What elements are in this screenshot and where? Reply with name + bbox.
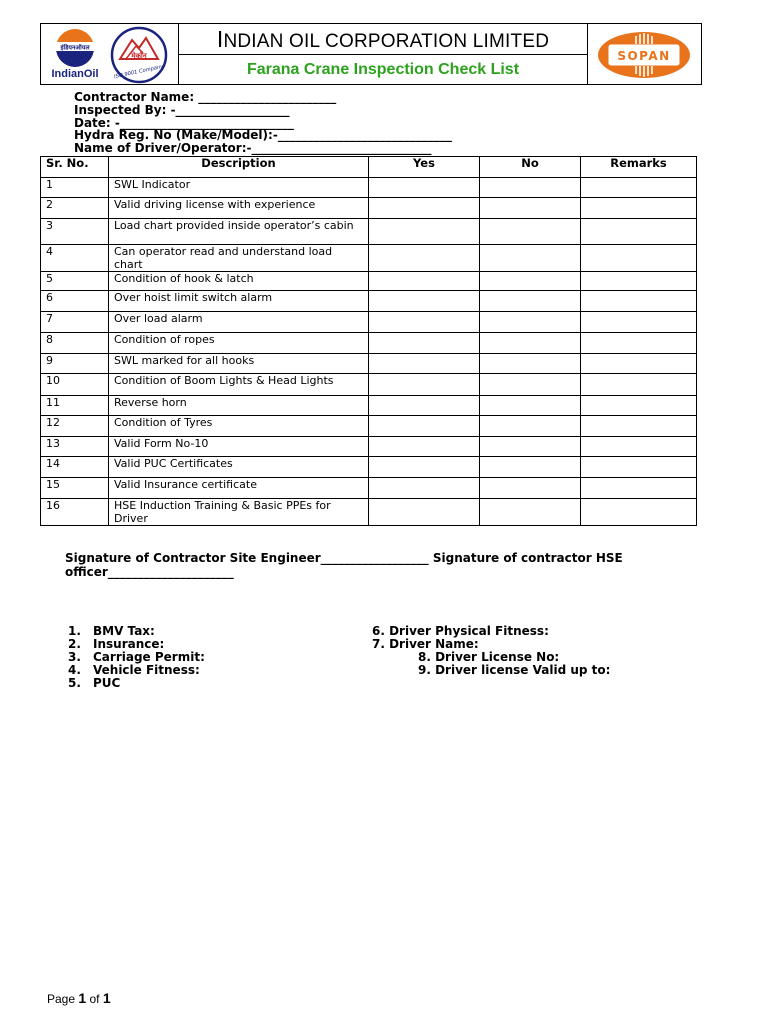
remarks-cell[interactable]: [581, 333, 697, 354]
description-cell: SWL Indicator: [109, 178, 369, 198]
table-row: [41, 198, 697, 219]
table-row: [41, 291, 697, 312]
indianoil-logo-text: IndianOil: [51, 68, 99, 80]
table-row: [41, 396, 697, 416]
table-row: [41, 245, 697, 272]
page-number: 1: [78, 990, 87, 1006]
remarks-cell[interactable]: [581, 478, 697, 499]
sr-no-cell: 10: [41, 374, 109, 396]
description-cell: Condition of Tyres: [109, 416, 369, 437]
sr-no-cell: 13: [41, 437, 109, 457]
description-cell: Over hoist limit switch alarm: [109, 291, 369, 312]
inspection-info: [74, 91, 452, 155]
description-cell: Condition of Boom Lights & Head Lights: [109, 374, 369, 396]
description-cell: HSE Induction Training & Basic PPEs for Driver: [109, 499, 369, 526]
sr-no-cell: 6: [41, 291, 109, 312]
table-row: [41, 272, 697, 291]
document-title: Farana Crane Inspection Check List: [246, 61, 520, 78]
company-name: INDIAN OIL CORPORATION LIMITED: [179, 25, 587, 55]
no-cell[interactable]: [480, 272, 581, 291]
yes-cell[interactable]: [369, 198, 480, 219]
no-cell[interactable]: [480, 198, 581, 219]
vehicle-docs-list: [68, 625, 205, 690]
sr-no-cell: 7: [41, 312, 109, 333]
sopan-logo: [596, 30, 692, 80]
sr-no-cell: 8: [41, 333, 109, 354]
sr-no-cell: 3: [41, 219, 109, 245]
sr-no-cell: 14: [41, 457, 109, 478]
remarks-cell[interactable]: [581, 219, 697, 245]
list-item: 8. Driver License No:: [418, 650, 560, 664]
description-cell: Reverse horn: [109, 396, 369, 416]
remarks-cell[interactable]: [581, 354, 697, 374]
remarks-cell[interactable]: [581, 416, 697, 437]
remarks-cell[interactable]: [581, 312, 697, 333]
sr-no-cell: 11: [41, 396, 109, 416]
no-cell[interactable]: [480, 457, 581, 478]
contractor-name-field[interactable]: Contractor Name: _______________________: [74, 90, 337, 104]
yes-cell[interactable]: [369, 219, 480, 245]
no-cell[interactable]: [480, 478, 581, 499]
yes-cell[interactable]: [369, 416, 480, 437]
mecon-logo: [110, 26, 168, 84]
driver-name-field[interactable]: Name of Driver/Operator:-______________________________: [74, 141, 432, 156]
no-cell[interactable]: [480, 396, 581, 416]
mecon-iso-text: ISO 9001 Company: [113, 63, 164, 81]
col-header-description: Description: [109, 157, 369, 178]
remarks-cell[interactable]: [581, 396, 697, 416]
yes-cell[interactable]: [369, 478, 480, 499]
hydra-reg-field[interactable]: Hydra Reg. No (Make/Model):-_____________________________: [74, 128, 452, 143]
col-header-no: No: [480, 157, 581, 178]
table-row: [41, 499, 697, 526]
driver-docs-list: [372, 625, 610, 677]
col-header-yes: Yes: [369, 157, 480, 178]
table-row: [41, 437, 697, 457]
yes-cell[interactable]: [369, 245, 480, 272]
no-cell[interactable]: [480, 333, 581, 354]
no-cell[interactable]: [480, 416, 581, 437]
yes-cell[interactable]: [369, 499, 480, 526]
description-cell: Valid Insurance certificate: [109, 478, 369, 499]
yes-cell[interactable]: [369, 291, 480, 312]
no-cell[interactable]: [480, 178, 581, 198]
table-row: [41, 416, 697, 437]
description-cell: Condition of ropes: [109, 333, 369, 354]
yes-cell[interactable]: [369, 457, 480, 478]
sopan-logo-cell: [588, 24, 701, 84]
table-header-row: [41, 157, 697, 178]
description-cell: Over load alarm: [109, 312, 369, 333]
yes-cell[interactable]: [369, 312, 480, 333]
description-cell: Load chart provided inside operator’s cabin: [109, 219, 369, 245]
yes-cell[interactable]: [369, 272, 480, 291]
remarks-cell[interactable]: [581, 457, 697, 478]
yes-cell[interactable]: [369, 374, 480, 396]
yes-cell[interactable]: [369, 333, 480, 354]
table-row: [41, 219, 697, 245]
no-cell[interactable]: [480, 312, 581, 333]
list-item: 6. Driver Physical Fitness:: [372, 624, 549, 638]
list-item: 4. Vehicle Fitness:: [68, 663, 200, 677]
remarks-cell[interactable]: [581, 374, 697, 396]
yes-cell[interactable]: [369, 396, 480, 416]
sr-no-cell: 4: [41, 245, 109, 272]
checklist-body: [41, 178, 697, 526]
sr-no-cell: 2: [41, 198, 109, 219]
yes-cell[interactable]: [369, 178, 480, 198]
description-cell: Valid driving license with experience: [109, 198, 369, 219]
remarks-cell[interactable]: [581, 178, 697, 198]
sr-no-cell: 12: [41, 416, 109, 437]
description-cell: Valid PUC Certificates: [109, 457, 369, 478]
remarks-cell[interactable]: [581, 198, 697, 219]
no-cell[interactable]: [480, 219, 581, 245]
description-cell: Valid Form No-10: [109, 437, 369, 457]
mecon-hindi-text: मेकॉन: [131, 52, 147, 60]
document-header: [40, 23, 702, 85]
col-header-remarks: Remarks: [581, 157, 697, 178]
no-cell[interactable]: [480, 291, 581, 312]
list-item: 1. BMV Tax:: [68, 624, 155, 638]
remarks-cell[interactable]: [581, 245, 697, 272]
list-item: 9. Driver license Valid up to:: [418, 663, 611, 677]
page-footer: Page 1 of 1: [47, 990, 111, 1006]
no-cell[interactable]: [480, 245, 581, 272]
sr-no-cell: 1: [41, 178, 109, 198]
yes-cell[interactable]: [369, 437, 480, 457]
remarks-cell[interactable]: [581, 291, 697, 312]
no-cell[interactable]: [480, 374, 581, 396]
title-cell: [179, 24, 588, 84]
remarks-cell[interactable]: [581, 437, 697, 457]
table-row: [41, 374, 697, 396]
remarks-cell[interactable]: [581, 272, 697, 291]
remarks-cell[interactable]: [581, 499, 697, 526]
list-item: 3. Carriage Permit:: [68, 650, 205, 664]
description-cell: SWL marked for all hooks: [109, 354, 369, 374]
ioc-hindi-text: इंडियनऑयल: [60, 44, 90, 52]
sr-no-cell: 16: [41, 499, 109, 526]
checklist-table: [40, 156, 697, 526]
sr-no-cell: 9: [41, 354, 109, 374]
signature-line[interactable]: Signature of Contractor Site Engineer__________________ Signature of contractor HSE officer_____________________: [65, 551, 623, 579]
date-field[interactable]: Date: -_____________________________: [74, 115, 294, 130]
no-cell[interactable]: [480, 354, 581, 374]
list-item: 5. PUC: [68, 676, 121, 690]
sopan-logo-text: SOPAN: [617, 49, 671, 63]
description-cell: Can operator read and understand load chart: [109, 245, 369, 272]
table-row: [41, 457, 697, 478]
no-cell[interactable]: [480, 437, 581, 457]
description-cell: Condition of hook & latch: [109, 272, 369, 291]
list-item: 2. Insurance:: [68, 637, 165, 651]
table-row: [41, 178, 697, 198]
list-item: 7. Driver Name:: [372, 637, 479, 651]
table-row: [41, 333, 697, 354]
logo-cell: [41, 24, 179, 84]
sr-no-cell: 5: [41, 272, 109, 291]
table-row: [41, 312, 697, 333]
table-row: [41, 354, 697, 374]
yes-cell[interactable]: [369, 354, 480, 374]
col-header-sr-no: Sr. No.: [41, 157, 109, 178]
page-total: 1: [102, 990, 111, 1006]
sr-no-cell: 15: [41, 478, 109, 499]
inspected-by-field[interactable]: Inspected By: -___________________: [74, 102, 290, 117]
table-row: [41, 478, 697, 499]
no-cell[interactable]: [480, 499, 581, 526]
